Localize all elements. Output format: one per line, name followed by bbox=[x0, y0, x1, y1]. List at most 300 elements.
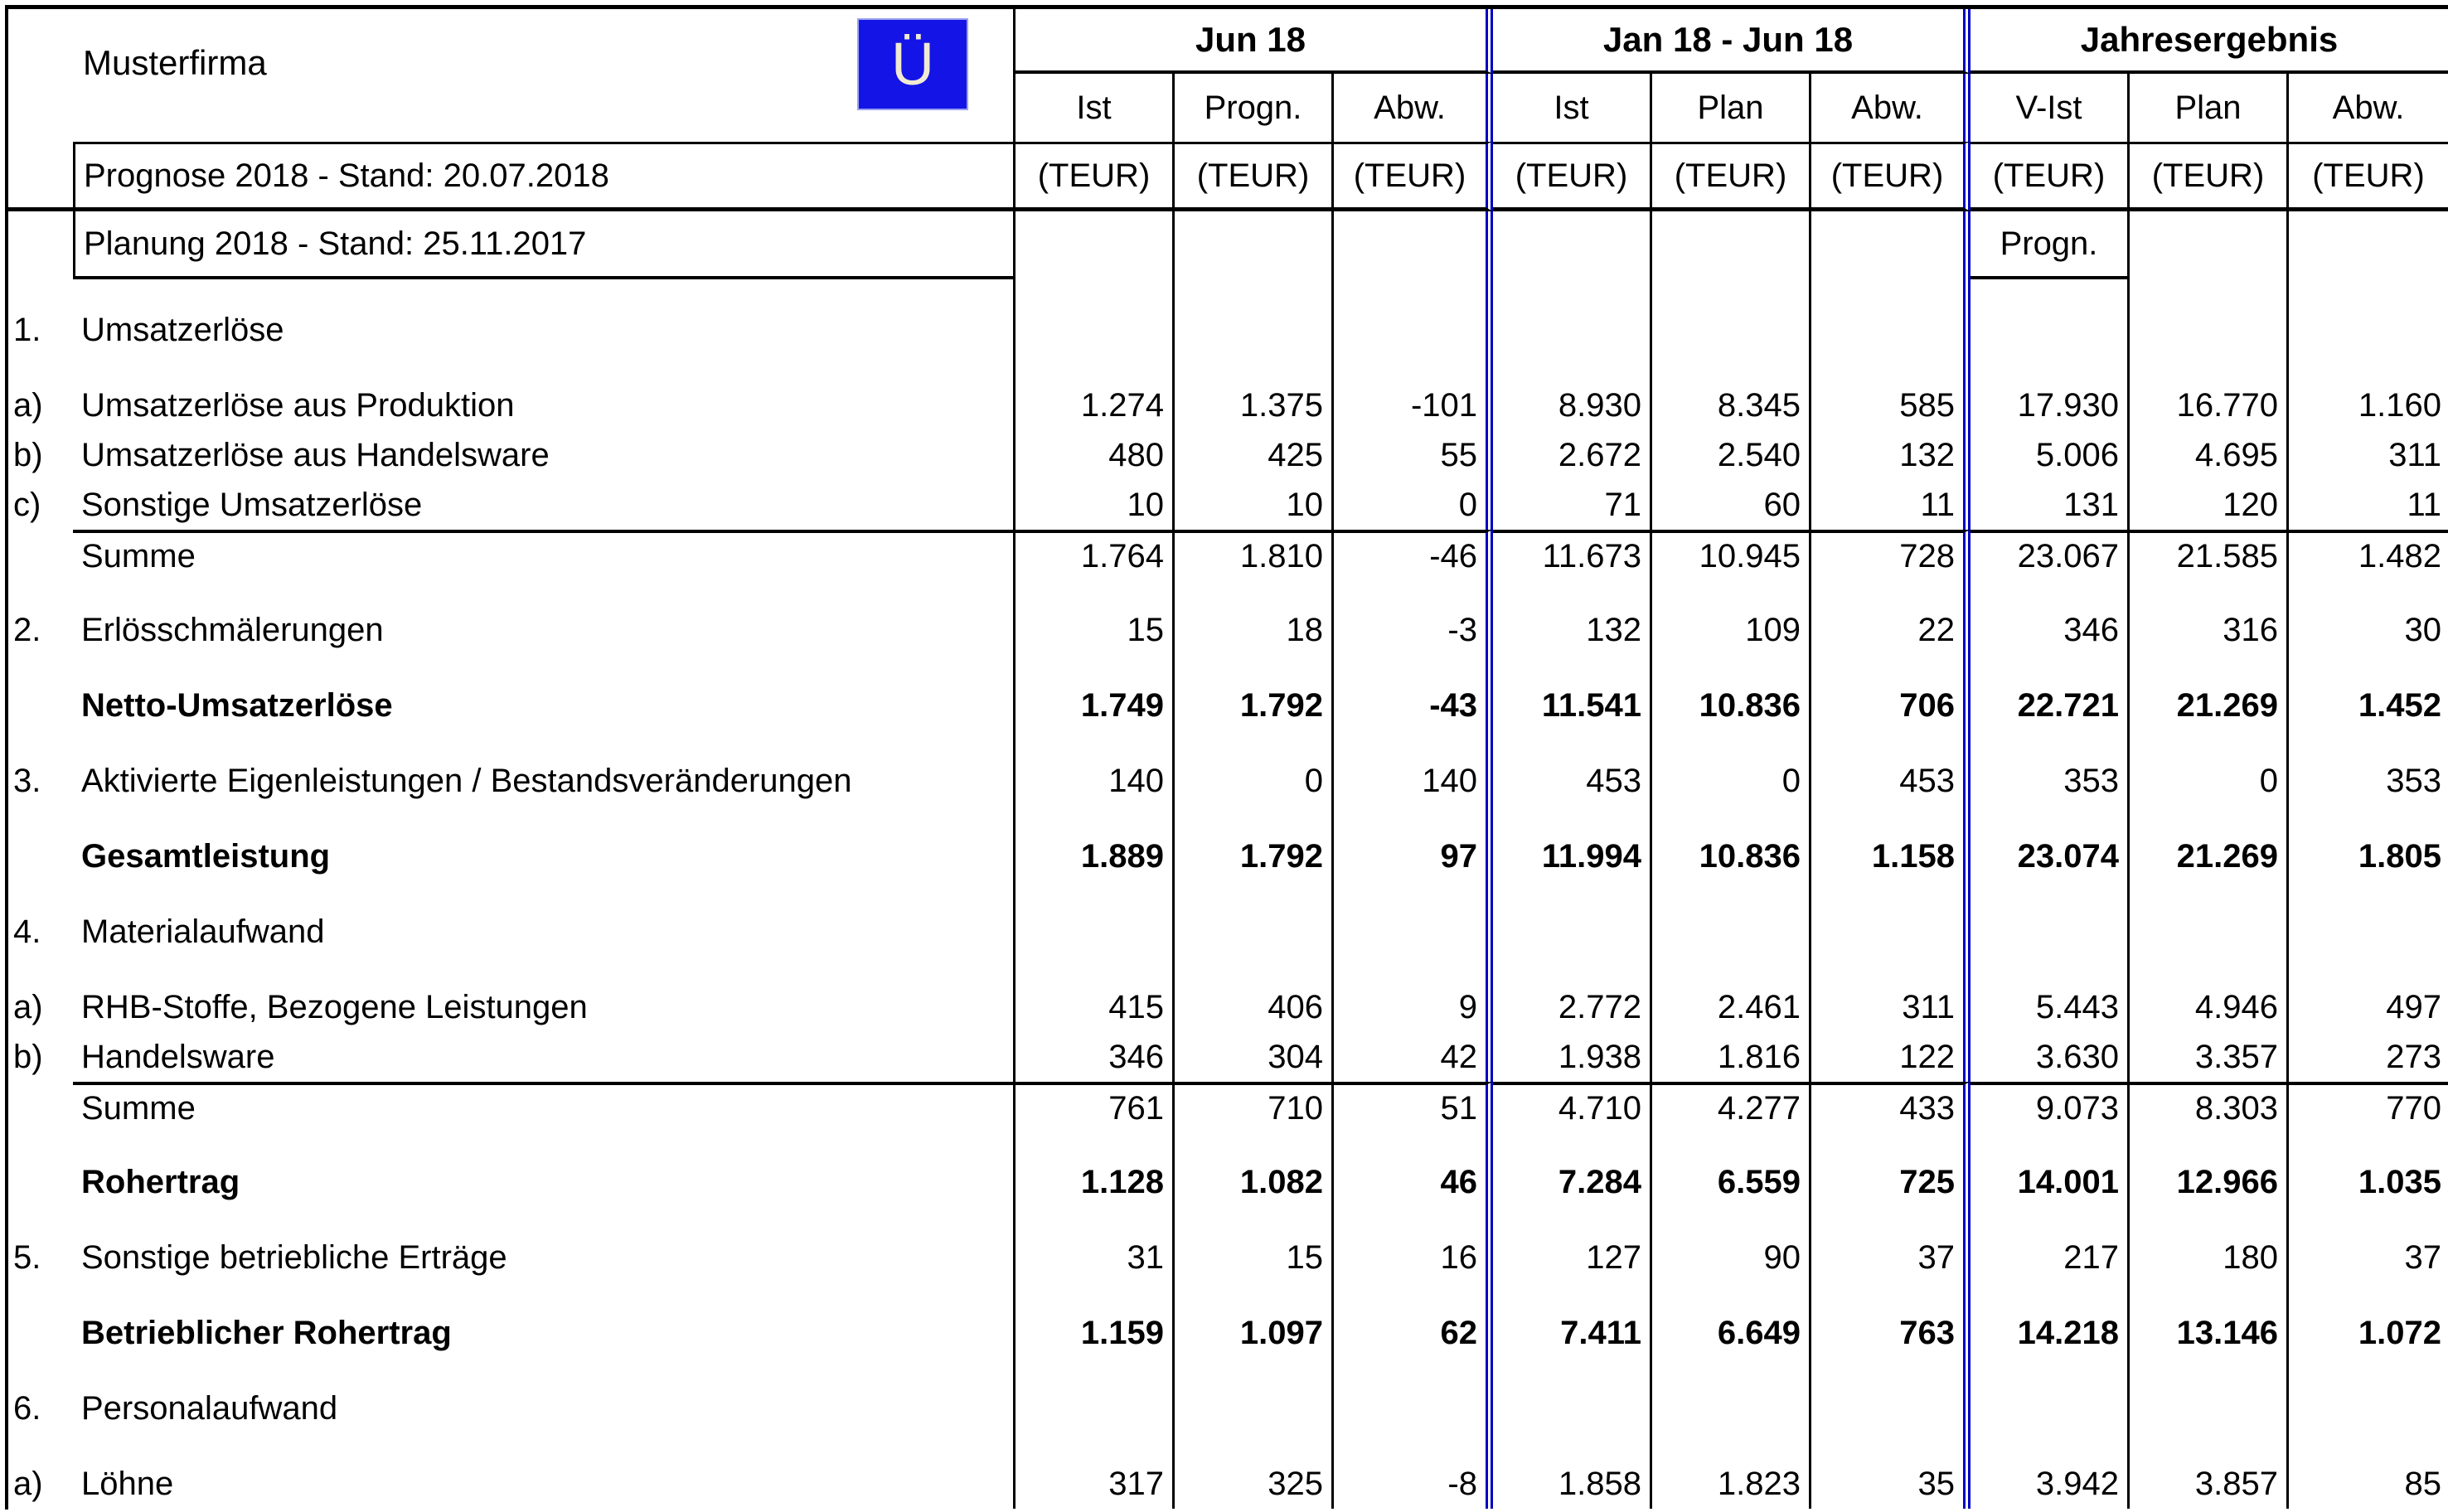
cell-value: 22.721 bbox=[1971, 681, 2130, 730]
cell-value: 1.810 bbox=[1175, 530, 1334, 579]
cell-value: 0 bbox=[1175, 756, 1334, 806]
spacer-value-cell bbox=[1334, 655, 1493, 681]
cell-value: 497 bbox=[2386, 989, 2441, 1025]
cell-value: 18 bbox=[1175, 605, 1334, 655]
table-row bbox=[8, 1032, 2448, 1082]
spacer-label-cell bbox=[73, 730, 1016, 756]
cell-value: 480 bbox=[1016, 430, 1175, 480]
spacer-value-cell bbox=[2289, 655, 2448, 681]
cell-value bbox=[1652, 907, 1811, 957]
cell-value: 1.274 bbox=[1016, 380, 1175, 430]
cell-value: 11.673 bbox=[1493, 530, 1652, 579]
group-header-jan18-jun18: Jan 18 - Jun 18 bbox=[1493, 9, 1971, 74]
cell-value: 217 bbox=[1971, 1233, 2130, 1282]
spacer-value-cell bbox=[1971, 1132, 2130, 1157]
row-number: 1. bbox=[13, 312, 41, 348]
cell-value: 6.649 bbox=[1652, 1308, 1811, 1358]
cell-value bbox=[1493, 305, 1652, 355]
cell-value: 10 bbox=[1175, 480, 1334, 530]
cell-value: 3.857 bbox=[2130, 1459, 2289, 1509]
spacer-num-cell bbox=[8, 655, 73, 681]
cell-value: 9.073 bbox=[1971, 1082, 2130, 1132]
spacer-value-cell bbox=[2130, 881, 2289, 907]
row-number: a) bbox=[13, 989, 43, 1025]
cell-value: 0 bbox=[2130, 756, 2289, 806]
row-number: b) bbox=[13, 437, 43, 473]
cell-value: 8.303 bbox=[2130, 1082, 2289, 1132]
cell-value: 311 bbox=[1811, 982, 1971, 1032]
cell-value bbox=[1811, 907, 1971, 957]
cell-value bbox=[1175, 305, 1334, 355]
cell-value: 2.540 bbox=[1652, 430, 1811, 480]
cell-value: 4.946 bbox=[2130, 982, 2289, 1032]
cell-value: 1.816 bbox=[1652, 1032, 1811, 1082]
spacer-value-cell bbox=[1652, 655, 1811, 681]
spacer-label-cell bbox=[73, 1207, 1016, 1233]
spacer-value-cell bbox=[1652, 1282, 1811, 1308]
spacer-value-cell bbox=[1016, 1282, 1175, 1308]
cell-value: -101 bbox=[1334, 380, 1493, 430]
cell-value: 1.938 bbox=[1493, 1032, 1652, 1082]
cell-value: 2.461 bbox=[1652, 982, 1811, 1032]
spacer-value-cell bbox=[1016, 730, 1175, 756]
cell-value: 0 bbox=[1334, 480, 1493, 530]
cell-value: 9 bbox=[1334, 982, 1493, 1032]
spacer-value-cell bbox=[2289, 579, 2448, 605]
row-number bbox=[8, 1308, 73, 1358]
spacer-value-cell bbox=[1493, 279, 1652, 305]
spacer-value-cell bbox=[1971, 957, 2130, 982]
spacer-value-cell bbox=[1652, 806, 1811, 831]
company-name: Musterfirma bbox=[83, 43, 267, 82]
row-number: a) bbox=[13, 387, 43, 424]
spacer-value-cell bbox=[1334, 1132, 1493, 1157]
spacer-value-cell bbox=[2130, 806, 2289, 831]
row-label: Umsatzerlöse aus Handelsware bbox=[73, 430, 1016, 480]
cell-value: 12.966 bbox=[2130, 1157, 2289, 1207]
spacer-value-cell bbox=[1971, 730, 2130, 756]
cell-value: 180 bbox=[2130, 1233, 2289, 1282]
spacer-value-cell bbox=[1334, 881, 1493, 907]
cell-value: 3.942 bbox=[1971, 1459, 2130, 1509]
table-row bbox=[8, 380, 2448, 430]
cell-value: 1.158 bbox=[1811, 831, 1971, 881]
spacer-value-cell bbox=[1811, 806, 1971, 831]
cell-value bbox=[1175, 907, 1334, 957]
column-header-ytd-ist: Ist bbox=[1493, 74, 1652, 142]
column-header-jahr-abw: Abw. bbox=[2332, 90, 2405, 126]
spacer-value-cell bbox=[1493, 957, 1652, 982]
spacer-num-cell bbox=[8, 1433, 73, 1459]
cell-value: 1.082 bbox=[1175, 1157, 1334, 1207]
cell-value bbox=[1971, 1384, 2130, 1433]
cell-value: 1.482 bbox=[2289, 530, 2448, 579]
spacer-value-cell bbox=[2289, 1433, 2448, 1459]
row-label: Sonstige Umsatzerlöse bbox=[73, 480, 1016, 530]
cell-value: 7.411 bbox=[1493, 1308, 1652, 1358]
spacer-value-cell bbox=[2130, 1282, 2289, 1308]
unit-label: (TEUR) bbox=[1016, 142, 1175, 211]
cell-value bbox=[2130, 305, 2289, 355]
unit-label: (TEUR) bbox=[1971, 142, 2130, 211]
spacer-value-cell bbox=[2289, 355, 2448, 380]
spacer-num-cell bbox=[8, 579, 73, 605]
spacer-value-cell bbox=[1175, 1358, 1334, 1384]
cell-value: 46 bbox=[1334, 1157, 1493, 1207]
spacer-label-cell bbox=[73, 1132, 1016, 1157]
planung-row-cell bbox=[2289, 211, 2448, 279]
spacer-value-cell bbox=[1175, 579, 1334, 605]
spacer-row bbox=[8, 881, 2448, 907]
spacer-value-cell bbox=[1652, 881, 1811, 907]
unit-label: (TEUR) bbox=[1175, 142, 1334, 211]
planung-row-cell bbox=[2130, 211, 2289, 279]
cell-value: 10 bbox=[1016, 480, 1175, 530]
spacer-value-cell bbox=[1016, 279, 1175, 305]
spacer-value-cell bbox=[1652, 279, 1811, 305]
spacer-value-cell bbox=[1175, 279, 1334, 305]
spacer-value-cell bbox=[2130, 655, 2289, 681]
cell-value bbox=[2130, 907, 2289, 957]
spacer-value-cell bbox=[1652, 1433, 1811, 1459]
table-row bbox=[8, 831, 2448, 881]
cell-value: 8.345 bbox=[1652, 380, 1811, 430]
table-row bbox=[8, 605, 2448, 655]
column-header-jun-progn: Progn. bbox=[1175, 74, 1334, 142]
cell-value: 761 bbox=[1016, 1082, 1175, 1132]
cell-value: 71 bbox=[1493, 480, 1652, 530]
table-row bbox=[8, 530, 2448, 579]
cell-value: 4.695 bbox=[2130, 430, 2289, 480]
column-header-jahr-vist: V-Ist bbox=[1971, 74, 2130, 142]
spacer-value-cell bbox=[1175, 730, 1334, 756]
spacer-value-cell bbox=[1652, 579, 1811, 605]
cell-value bbox=[2289, 907, 2448, 957]
spacer-value-cell bbox=[2289, 806, 2448, 831]
spacer-value-cell bbox=[1971, 579, 2130, 605]
spacer-num-cell bbox=[8, 806, 73, 831]
cell-value: 14.218 bbox=[1971, 1308, 2130, 1358]
planung-row-spacer bbox=[8, 211, 73, 279]
cell-value bbox=[1016, 907, 1175, 957]
spacer-value-cell bbox=[2130, 957, 2289, 982]
spacer-value-cell bbox=[1811, 579, 1971, 605]
column-header-row bbox=[8, 74, 2448, 142]
planung-row-cell bbox=[1493, 211, 1652, 279]
spacer-value-cell bbox=[1652, 355, 1811, 380]
planung-row-cell bbox=[1175, 211, 1334, 279]
cell-value bbox=[1652, 1384, 1811, 1433]
cell-value: 0 bbox=[1652, 756, 1811, 806]
cell-value: 140 bbox=[1016, 756, 1175, 806]
planung-row-cell bbox=[1334, 211, 1493, 279]
cell-value: 90 bbox=[1652, 1233, 1811, 1282]
spacer-value-cell bbox=[1175, 655, 1334, 681]
column-header-ytd-abw: Abw. bbox=[1811, 74, 1971, 142]
spacer-value-cell bbox=[1016, 355, 1175, 380]
cell-value: 1.097 bbox=[1175, 1308, 1334, 1358]
table-row bbox=[8, 480, 2448, 530]
spacer-value-cell bbox=[1811, 1132, 1971, 1157]
table-row bbox=[8, 1384, 2448, 1433]
cell-value: 37 bbox=[1811, 1233, 1971, 1282]
cell-value: -3 bbox=[1334, 605, 1493, 655]
spacer-num-cell bbox=[8, 355, 73, 380]
planung-title: Planung 2018 - Stand: 25.11.2017 bbox=[73, 211, 1016, 279]
spacer-value-cell bbox=[2130, 1433, 2289, 1459]
spacer-label-cell bbox=[73, 957, 1016, 982]
table-row bbox=[8, 1157, 2448, 1207]
spacer-value-cell bbox=[1493, 1282, 1652, 1308]
spacer-row bbox=[8, 279, 2448, 305]
cell-value: 42 bbox=[1334, 1032, 1493, 1082]
cell-value: 31 bbox=[1016, 1233, 1175, 1282]
spacer-value-cell bbox=[1175, 1282, 1334, 1308]
cell-value bbox=[1175, 1384, 1334, 1433]
cell-value: 1.749 bbox=[1016, 681, 1175, 730]
spacer-value-cell bbox=[1334, 1433, 1493, 1459]
spacer-value-cell bbox=[1811, 1433, 1971, 1459]
spacer-value-cell bbox=[1971, 1207, 2130, 1233]
table-body bbox=[8, 279, 2448, 1509]
spacer-value-cell bbox=[1971, 1282, 2130, 1308]
spacer-row bbox=[8, 655, 2448, 681]
cell-value: 1.035 bbox=[2358, 1164, 2441, 1200]
table-row bbox=[8, 1082, 2448, 1132]
cell-value: 120 bbox=[2130, 480, 2289, 530]
cell-value bbox=[2130, 1384, 2289, 1433]
spacer-value-cell bbox=[1175, 1132, 1334, 1157]
cell-value: 11.994 bbox=[1493, 831, 1652, 881]
cell-value: 304 bbox=[1175, 1032, 1334, 1082]
spacer-value-cell bbox=[2130, 1207, 2289, 1233]
cell-value bbox=[1811, 1384, 1971, 1433]
spacer-value-cell bbox=[1016, 1358, 1175, 1384]
spacer-value-cell bbox=[2130, 1132, 2289, 1157]
unit-label: (TEUR) bbox=[2289, 142, 2448, 211]
spacer-value-cell bbox=[1493, 579, 1652, 605]
spacer-value-cell bbox=[2130, 1358, 2289, 1384]
spacer-value-cell bbox=[1652, 1132, 1811, 1157]
row-number bbox=[8, 681, 73, 730]
spacer-num-cell bbox=[8, 730, 73, 756]
spacer-value-cell bbox=[2130, 730, 2289, 756]
spacer-value-cell bbox=[1811, 1282, 1971, 1308]
cell-value: 1.452 bbox=[2358, 687, 2441, 724]
spacer-value-cell bbox=[1016, 655, 1175, 681]
cell-value: 4.710 bbox=[1493, 1082, 1652, 1132]
row-number bbox=[8, 1082, 73, 1132]
spacer-value-cell bbox=[1811, 881, 1971, 907]
cell-value: 1.160 bbox=[2358, 387, 2441, 424]
cell-value bbox=[1971, 907, 2130, 957]
spacer-value-cell bbox=[1652, 957, 1811, 982]
spacer-value-cell bbox=[1493, 881, 1652, 907]
spacer-label-cell bbox=[73, 355, 1016, 380]
row-number bbox=[8, 831, 73, 881]
cell-value: 21.585 bbox=[2130, 530, 2289, 579]
row-label: Netto-Umsatzerlöse bbox=[73, 681, 1016, 730]
cell-value: 23.067 bbox=[1971, 530, 2130, 579]
cell-value: 8.930 bbox=[1493, 380, 1652, 430]
spacer-value-cell bbox=[2289, 1358, 2448, 1384]
cell-value: 132 bbox=[1493, 605, 1652, 655]
spacer-value-cell bbox=[1334, 730, 1493, 756]
column-header-jun-ist: Ist bbox=[1016, 74, 1175, 142]
row-label: Summe bbox=[73, 1082, 1016, 1132]
cell-value: 11 bbox=[2407, 487, 2441, 523]
spacer-value-cell bbox=[1971, 355, 2130, 380]
row-number: 6. bbox=[13, 1390, 41, 1427]
vist-sub-label: Progn. bbox=[1971, 211, 2130, 279]
spacer-row bbox=[8, 957, 2448, 982]
cell-value: 23.074 bbox=[1971, 831, 2130, 881]
cell-value: 1.375 bbox=[1175, 380, 1334, 430]
spacer-label-cell bbox=[73, 1433, 1016, 1459]
spacer-row bbox=[8, 1358, 2448, 1384]
cell-value: 1.792 bbox=[1175, 831, 1334, 881]
spacer-label-cell bbox=[73, 881, 1016, 907]
group-header-row bbox=[8, 9, 2448, 98]
overview-button[interactable] bbox=[857, 18, 968, 110]
cell-value: 10.836 bbox=[1652, 681, 1811, 730]
spacer-row bbox=[8, 355, 2448, 380]
cell-value bbox=[1493, 1384, 1652, 1433]
unit-label: (TEUR) bbox=[2130, 142, 2289, 211]
unit-row bbox=[8, 142, 2448, 211]
cell-value: 122 bbox=[1811, 1032, 1971, 1082]
spacer-value-cell bbox=[1334, 1207, 1493, 1233]
column-header-jahr-plan: Plan bbox=[2130, 74, 2289, 142]
forecast-table bbox=[5, 5, 2448, 1510]
row-label: Gesamtleistung bbox=[73, 831, 1016, 881]
cell-value: -43 bbox=[1334, 681, 1493, 730]
spacer-value-cell bbox=[1175, 1207, 1334, 1233]
spacer-value-cell bbox=[1811, 655, 1971, 681]
spacer-label-cell bbox=[73, 579, 1016, 605]
row-label: Personalaufwand bbox=[73, 1384, 1016, 1433]
spacer-value-cell bbox=[2289, 881, 2448, 907]
spacer-value-cell bbox=[1493, 1358, 1652, 1384]
cell-value: 17.930 bbox=[1971, 380, 2130, 430]
cell-value: 415 bbox=[1016, 982, 1175, 1032]
cell-value: 1.764 bbox=[1016, 530, 1175, 579]
spacer-value-cell bbox=[1016, 957, 1175, 982]
cell-value: 353 bbox=[2386, 763, 2441, 799]
cell-value: 10.945 bbox=[1652, 530, 1811, 579]
cell-value bbox=[1334, 305, 1493, 355]
spacer-num-cell bbox=[8, 279, 73, 305]
spacer-value-cell bbox=[1811, 355, 1971, 380]
spacer-num-cell bbox=[8, 1207, 73, 1233]
table-row bbox=[8, 756, 2448, 806]
spacer-value-cell bbox=[1334, 1282, 1493, 1308]
cell-value: 30 bbox=[2404, 612, 2441, 648]
spacer-value-cell bbox=[1971, 1433, 2130, 1459]
cell-value: 710 bbox=[1175, 1082, 1334, 1132]
spacer-value-cell bbox=[1493, 655, 1652, 681]
cell-value bbox=[2289, 305, 2448, 355]
spacer-value-cell bbox=[1971, 806, 2130, 831]
spacer-label-cell bbox=[73, 1358, 1016, 1384]
spacer-row bbox=[8, 1207, 2448, 1233]
spacer-row bbox=[8, 1282, 2448, 1308]
spacer-value-cell bbox=[1175, 881, 1334, 907]
cell-value: 1.792 bbox=[1175, 681, 1334, 730]
cell-value: 2.672 bbox=[1493, 430, 1652, 480]
spacer-value-cell bbox=[1811, 957, 1971, 982]
spacer-value-cell bbox=[1175, 1433, 1334, 1459]
spacer-row bbox=[8, 1433, 2448, 1459]
spacer-value-cell bbox=[1016, 881, 1175, 907]
cell-value: 706 bbox=[1811, 681, 1971, 730]
row-number: c) bbox=[13, 487, 41, 523]
row-label: Sonstige betriebliche Erträge bbox=[73, 1233, 1016, 1282]
cell-value bbox=[1652, 305, 1811, 355]
spacer-row bbox=[8, 730, 2448, 756]
cell-value bbox=[1334, 907, 1493, 957]
spacer-value-cell bbox=[2130, 579, 2289, 605]
cell-value: 453 bbox=[1493, 756, 1652, 806]
cell-value: 585 bbox=[1811, 380, 1971, 430]
cell-value: 55 bbox=[1334, 430, 1493, 480]
cell-value: 10.836 bbox=[1652, 831, 1811, 881]
spacer-row bbox=[8, 806, 2448, 831]
spacer-label-cell bbox=[73, 655, 1016, 681]
cell-value: 22 bbox=[1811, 605, 1971, 655]
cell-value: 109 bbox=[1652, 605, 1811, 655]
cell-value: 97 bbox=[1334, 831, 1493, 881]
row-number bbox=[8, 530, 73, 579]
spacer-label-cell bbox=[73, 279, 1016, 305]
row-number: 5. bbox=[13, 1239, 41, 1276]
table-row bbox=[8, 681, 2448, 730]
planung-row-cell bbox=[1811, 211, 1971, 279]
table-row bbox=[8, 1308, 2448, 1358]
spacer-label-cell bbox=[73, 1282, 1016, 1308]
spacer-value-cell bbox=[1016, 579, 1175, 605]
cell-value: 311 bbox=[2388, 437, 2441, 473]
group-header-jahresergebnis: Jahresergebnis bbox=[1971, 9, 2448, 74]
spacer-value-cell bbox=[1971, 655, 2130, 681]
cell-value: 425 bbox=[1175, 430, 1334, 480]
table-row bbox=[8, 1233, 2448, 1282]
cell-value: 5.006 bbox=[1971, 430, 2130, 480]
spacer-value-cell bbox=[1493, 355, 1652, 380]
cell-value: 346 bbox=[1016, 1032, 1175, 1082]
spacer-value-cell bbox=[1971, 881, 2130, 907]
spacer-value-cell bbox=[1016, 1207, 1175, 1233]
cell-value: 85 bbox=[2404, 1466, 2441, 1502]
cell-value: 406 bbox=[1175, 982, 1334, 1032]
cell-value: 1.072 bbox=[2358, 1315, 2441, 1351]
cell-value: 3.357 bbox=[2130, 1032, 2289, 1082]
spacer-value-cell bbox=[1493, 1433, 1652, 1459]
spacer-value-cell bbox=[1016, 1433, 1175, 1459]
cell-value: 325 bbox=[1175, 1459, 1334, 1509]
spacer-value-cell bbox=[2289, 1207, 2448, 1233]
cell-value: 2.772 bbox=[1493, 982, 1652, 1032]
cell-value bbox=[1016, 1384, 1175, 1433]
spacer-value-cell bbox=[2289, 279, 2448, 305]
cell-value: 21.269 bbox=[2130, 681, 2289, 730]
cell-value: 140 bbox=[1334, 756, 1493, 806]
table-row bbox=[8, 305, 2448, 355]
spacer-value-cell bbox=[2130, 355, 2289, 380]
row-number: 4. bbox=[13, 914, 41, 950]
row-label: Umsatzerlöse bbox=[73, 305, 1016, 355]
cell-value: 60 bbox=[1652, 480, 1811, 530]
